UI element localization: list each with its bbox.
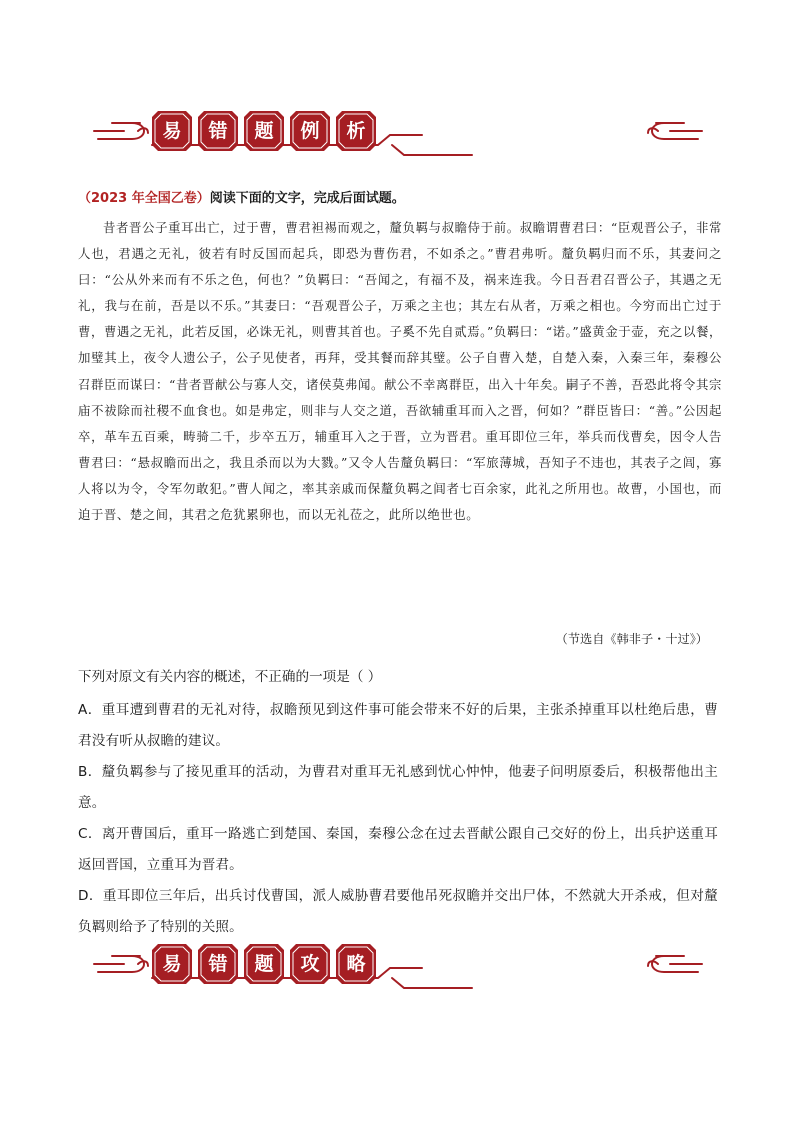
banner-char-box	[290, 111, 330, 151]
banner-char: 题	[254, 119, 274, 142]
banner-char: 易	[162, 952, 182, 975]
banner-char: 错	[208, 952, 228, 975]
passage-attribution: （节选自《韩非子・十过》）	[555, 632, 708, 646]
option-b: B．釐负羁参与了接见重耳的活动，为曹君对重耳无礼感到忧心忡忡，他妻子问明原委后，积极帮他出主意。	[78, 764, 718, 811]
question-block	[78, 665, 718, 943]
banner-char-box	[198, 944, 238, 984]
banner-char-box	[336, 111, 376, 151]
banner-char: 题	[254, 952, 274, 975]
banner-char-box	[152, 111, 192, 151]
banner-char-box	[152, 944, 192, 984]
banner-char-box	[244, 111, 284, 151]
banner-char: 析	[346, 119, 366, 142]
banner-char: 略	[346, 952, 366, 975]
banner-char: 攻	[300, 952, 320, 975]
reading-instruction: 阅读下面的文字，完成后面试题。	[209, 191, 405, 206]
classical-passage: 昔者晋公子重耳出亡，过于曹，曹君袒裼而观之，釐负羁与叔瞻侍于前。叔瞻谓曹君曰：“臣观晋公子，非常人也，君遇之无礼，彼若有时反国而起兵，即恐为曹伤君，不如杀之。”曹君弗听。釐负羁归而不乐，其妻问之曰：“公从外来而有不乐之色，何也？”负羁曰：“吾闻之，有福不及，祸来连我。今日吾君召晋公子，其遇之无礼，我与在前，吾是以不乐。”其妻曰：“吾观晋公子，万乘之主也；其左右从者，万乘之相也。今穷而出亡过于曹，曹遇之无礼，此若反国，必诛无礼，则曹其首也。子奚不先自贰焉。”负羁曰：“诺。”盛黄金于壶，充之以餐，加璧其上，夜令人遗公子，公子见使者，再拜，受其餐而辞其璧。公子自曹入楚，自楚入秦，入秦三年，秦穆公召群臣而谋曰：“昔者晋献公与寡人交，诸侯莫弗闻。献公不幸离群臣，出入十年矣。嗣子不善，吾恐此将令其宗庙不祓除而社稷不血食也。如是弗定，则非与人交之道，吾欲辅重耳而入之晋，何如？”群臣皆曰：“善。”公因起卒，革车五百乘，畴骑二千，步卒五万，辅重耳入之于晋，立为晋君。重耳即位三年，举兵而伐曹矣，因令人告曹君曰：“悬叔瞻而出之，我且杀而以为大戮。”又令人告釐负羁曰：“军旅薄城，吾知子不违也，其表子之闾，寡人将以为令，令军勿敢犯。”曹人闻之，率其亲戚而保釐负羁之闾者七百余家，此礼之所用也。故曹，小国也，而迫于晋、楚之间，其君之危犹累卵也，而以无礼莅之，此所以绝世也。	[78, 220, 722, 523]
banner-char: 例	[300, 119, 320, 142]
exam-source-tag: （2023 年全国乙卷）	[78, 191, 210, 206]
banner-char-box	[336, 944, 376, 984]
banner-char: 易	[162, 119, 182, 142]
option-c: C．离开曹国后，重耳一路逃亡到楚国、秦国，秦穆公念在过去晋献公跟自己交好的份上，出兵护送重耳返回晋国，立重耳为晋君。	[78, 826, 718, 873]
section-banner-error-strategy	[92, 942, 704, 986]
source-line	[78, 187, 405, 206]
option-d: D．重耳即位三年后，出兵讨伐曹国，派人威胁曹君要他吊死叔瞻并交出尸体，不然就大开杀戒，但对釐负羁则给予了特别的关照。	[78, 888, 718, 935]
question-stem: 下列对原文有关内容的概述，不正确的一项是（ ）	[78, 669, 382, 685]
banner-char: 错	[208, 119, 228, 142]
section-banner-error-analysis	[92, 109, 704, 153]
banner-char-box	[244, 944, 284, 984]
banner-char-box	[198, 111, 238, 151]
option-a: A．重耳遭到曹君的无礼对待，叔瞻预见到这件事可能会带来不好的后果，主张杀掉重耳以杜绝后患，曹君没有听从叔瞻的建议。	[78, 702, 718, 749]
banner-char-box	[290, 944, 330, 984]
